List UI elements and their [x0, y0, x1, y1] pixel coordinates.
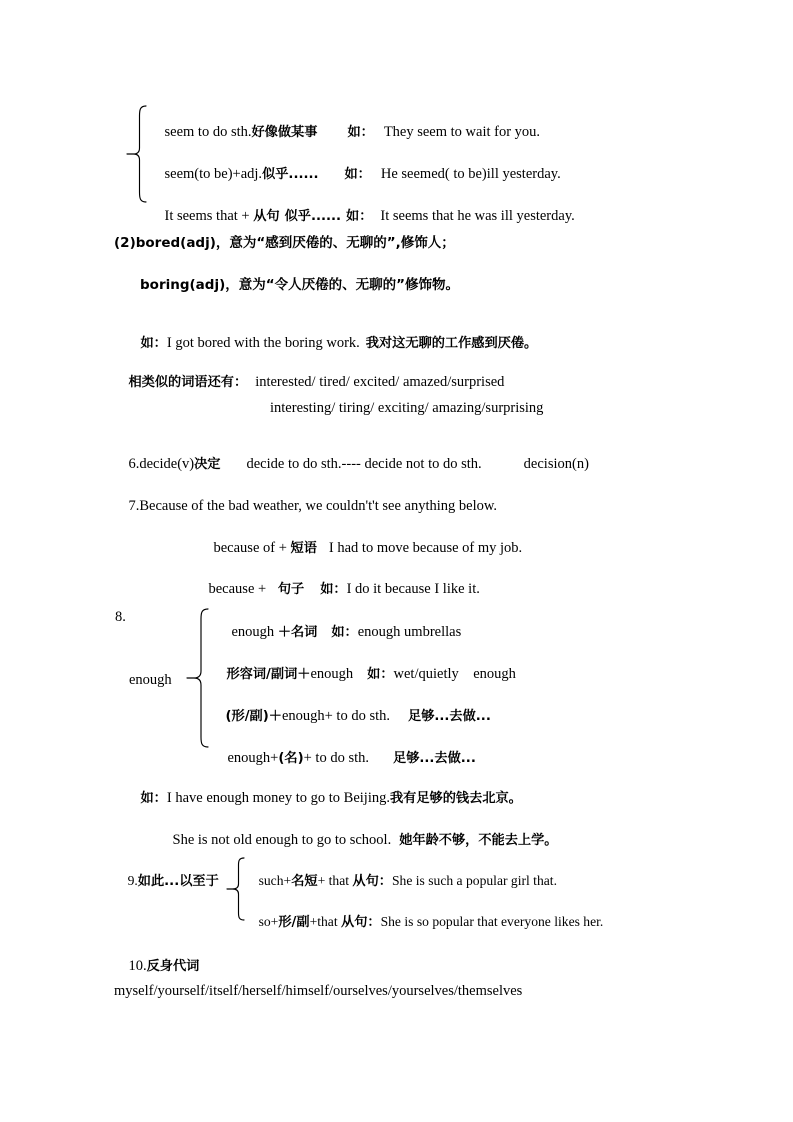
item-8-number: 8. [115, 609, 126, 625]
seem-group-brace [126, 104, 148, 204]
item-6-line [114, 442, 589, 486]
seem-line-3 [150, 194, 575, 238]
seem-pattern-3: It seems that + [164, 207, 254, 224]
item-6-noun-form: decision(n) [523, 455, 589, 472]
enough-row-2-eg-label: 如： [367, 666, 394, 682]
enough-example-1-en: I have enough money to go to Beijing. [166, 789, 390, 806]
enough-row-1-pattern-en: enough [231, 623, 278, 640]
because-example: I do it because I like it. [346, 580, 480, 597]
item-10-number: 10. [128, 957, 147, 974]
seem-example-2: He seemed( to be)ill yesterday. [380, 165, 561, 182]
enough-example-1-cn: 我有足够的钱去北京。 [389, 790, 522, 806]
similar-words-line-1 [114, 360, 504, 404]
enough-example-1 [126, 776, 522, 820]
bored-eg-label: 如： [140, 335, 167, 351]
enough-row-3-plus: ＋ [268, 708, 282, 724]
enough-row-2-pattern-en: enough [310, 665, 354, 682]
similar-words-row-1: interested/ tired/ excited/ amazed/surprised [255, 373, 505, 390]
seem-eg-label-1: 如： [347, 124, 374, 140]
enough-example-2-en: She is not old enough to go to school. [172, 831, 392, 848]
item-7-row-2 [194, 567, 480, 611]
similar-words-row-2: interesting/ tiring/ exciting/ amazing/surprising [270, 400, 544, 416]
enough-row-1-eg-label: 如： [331, 624, 358, 640]
such-clause-cn: 从句 [352, 873, 379, 889]
bored-example-line [126, 321, 537, 365]
reflexive-pronoun-list: myself/yourself/itself/herself/himself/ourselves/yourselves/themselves [114, 983, 523, 999]
item-6-body: decide to do sth.---- decide not to do sth. [246, 455, 482, 472]
so-that-row [245, 901, 603, 942]
enough-row-3-pattern-cn: (形/副) [225, 708, 269, 724]
such-that-row [245, 860, 557, 901]
because-of-example: I had to move because of my job. [328, 539, 523, 556]
enough-example-1-eg-label: 如： [140, 790, 167, 806]
seem-eg-label-3: 如： [346, 208, 373, 224]
enough-group-brace [186, 607, 210, 749]
enough-example-2 [158, 818, 557, 862]
such-example: She is such a popular girl that. [391, 872, 557, 888]
enough-row-4-pattern-en: enough+ [227, 749, 279, 766]
seem-line-1 [150, 110, 540, 154]
item-10-title-cn: 反身代词 [146, 958, 200, 974]
so-example: She is so popular that everyone likes her. [380, 913, 604, 929]
enough-row-2-plus: ＋ [297, 666, 311, 682]
bored-example-en: I got bored with the boring work. [166, 334, 360, 351]
item-9-number: 9. [127, 872, 138, 888]
because-of-pattern-cn: 短语 [290, 540, 317, 556]
enough-row-2-pattern-cn: 形容词/副词 [226, 666, 298, 682]
item-7-number: 7. [128, 497, 140, 514]
because-eg-label: 如： [320, 581, 347, 597]
so-pattern-en-2: +that [309, 913, 342, 929]
seem-example-3: It seems that he was ill yesterday. [380, 207, 575, 224]
enough-row-1 [217, 610, 461, 654]
because-pattern: because + [208, 580, 270, 597]
such-pattern-en-1: such+ [258, 872, 292, 888]
enough-row-2-example: wet/quietly enough [393, 665, 516, 682]
seem-meaning-1: 好像做某事 [251, 124, 318, 140]
boring-line-2: boring(adj)，意为“令人厌倦的、无聊的”修饰物。 [140, 277, 459, 293]
seem-pattern-2: seem(to be)+adj. [164, 165, 263, 182]
seem-pattern-1: seem to do sth. [164, 123, 252, 140]
enough-row-4 [213, 736, 476, 780]
item-6-head-cn: 决定 [194, 456, 221, 472]
enough-row-1-pattern-cn: 名词 [291, 624, 318, 640]
similar-words-label: 相类似的词语还有： [128, 374, 248, 390]
item-7-title-text: Because of the bad weather, we couldn't't see anything below. [139, 497, 497, 514]
enough-row-4-pattern-cn: (名) [278, 750, 304, 766]
so-colon: ： [367, 914, 381, 930]
such-colon: ： [378, 873, 392, 889]
such-pattern-cn-1: 名短 [291, 873, 318, 889]
seem-meaning-2: 似乎...... [262, 166, 319, 182]
item-9-title [114, 860, 219, 901]
enough-row-1-plus: ＋ [277, 624, 291, 640]
seem-example-1: They seem to wait for you. [383, 123, 541, 140]
enough-row-3 [211, 694, 491, 738]
seem-line-2 [150, 152, 561, 196]
such-so-group-brace [226, 856, 246, 922]
because-of-pattern: because of + [213, 539, 291, 556]
so-clause-cn: 从句 [341, 914, 368, 930]
seem-eg-label-2: 如： [344, 166, 371, 182]
item-7-row-1 [199, 526, 522, 570]
enough-example-2-cn: 她年龄不够，不能去上学。 [399, 832, 558, 848]
so-pattern-en-1: so+ [258, 913, 279, 929]
enough-row-3-meaning-cn: 足够...去做... [408, 708, 491, 724]
seem-clause-3: 从句 [253, 208, 280, 224]
seem-meaning-3: 似乎...... [284, 208, 342, 224]
item-6-head-en: decide(v) [139, 455, 195, 472]
enough-row-4-tail-en: + to do sth. [303, 749, 370, 766]
such-pattern-en-2: + that [317, 872, 353, 888]
bored-example-cn: 我对这无聊的工作感到厌倦。 [365, 335, 538, 351]
enough-row-1-example: enough umbrellas [357, 623, 462, 640]
enough-row-3-pattern-en: enough+ to do sth. [281, 707, 391, 724]
because-pattern-cn: 句子 [277, 581, 305, 597]
so-pattern-cn-1: 形/副 [278, 914, 310, 930]
enough-row-2 [212, 652, 516, 696]
enough-row-4-meaning-cn: 足够...去做... [393, 750, 476, 766]
item-6-number: 6. [128, 455, 140, 472]
item-8-label: enough [129, 672, 172, 688]
item-7-title [114, 484, 497, 528]
bored-line-1: (2)bored(adj)，意为“感到厌倦的、无聊的”,修饰人； [114, 235, 455, 251]
item-9-title-cn: 如此...以至于 [137, 873, 219, 889]
item-10-title [114, 944, 199, 988]
